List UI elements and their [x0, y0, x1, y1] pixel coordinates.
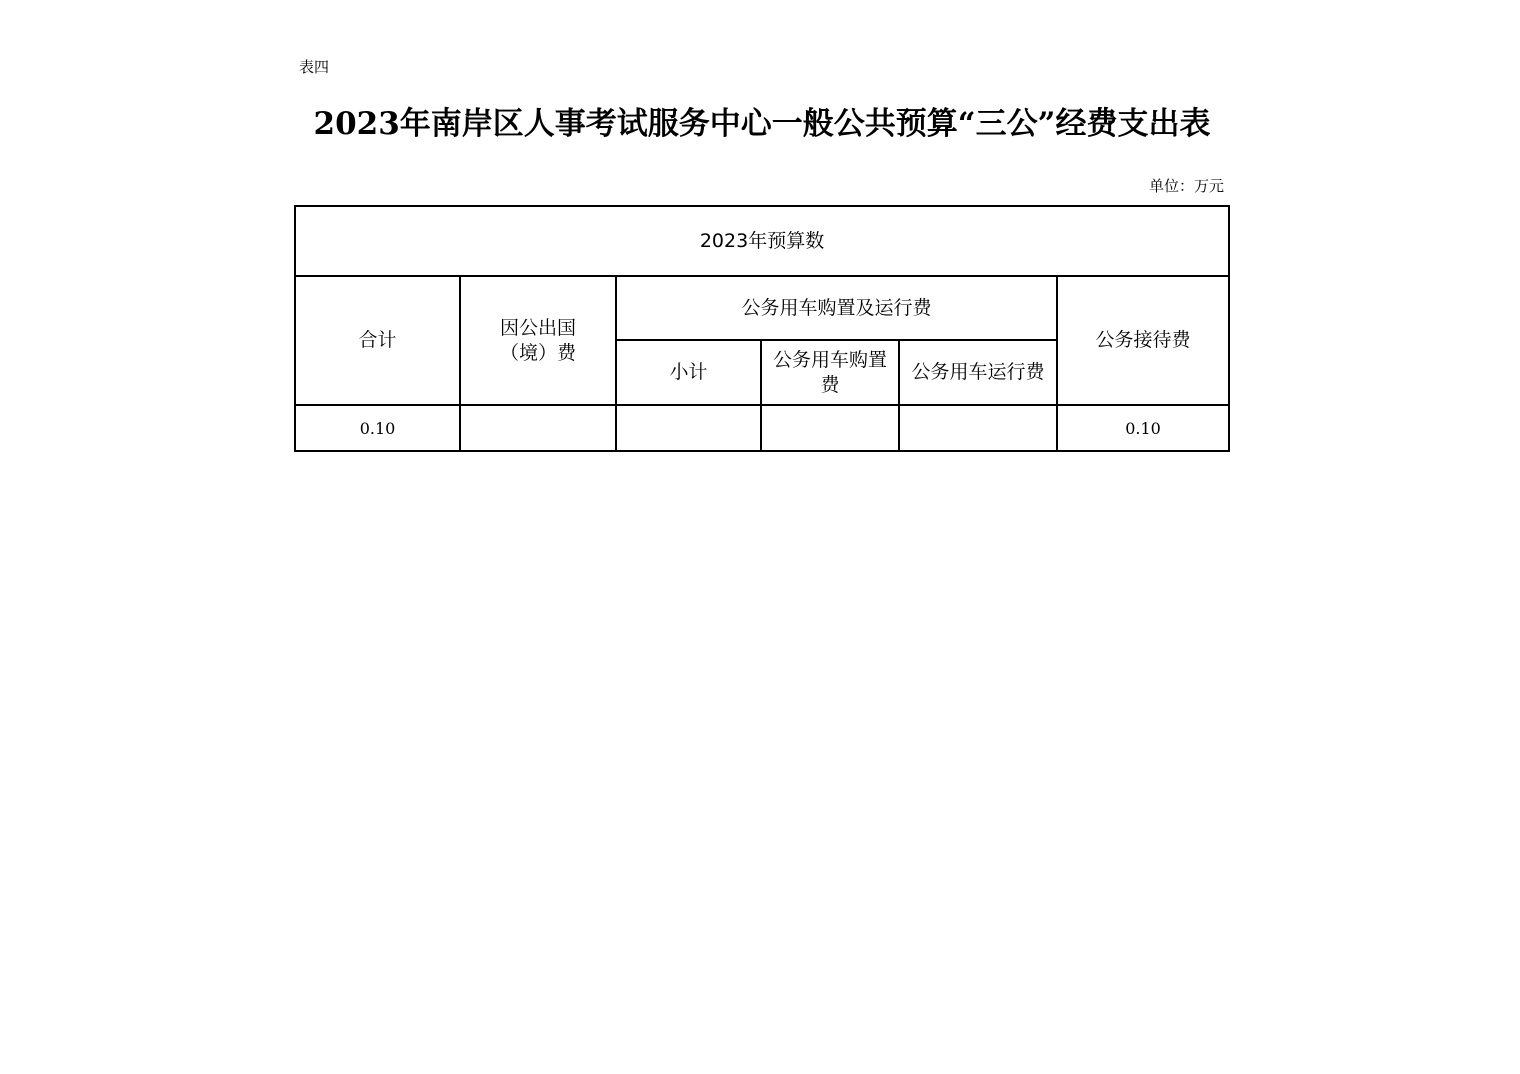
cell-total: 0.10 [295, 405, 460, 451]
header-vehicle-subtotal: 小计 [616, 340, 761, 405]
header-overseas-label: 因公出国（境）费 [499, 316, 576, 364]
cell-vehicle-subtotal [616, 405, 761, 451]
header-total: 合计 [295, 276, 460, 405]
table-column-group-row [295, 276, 1229, 340]
header-vehicle-purchase: 公务用车购置费 [761, 340, 899, 405]
cell-vehicle-purchase [761, 405, 899, 451]
header-overseas [460, 276, 616, 405]
table-number-label: 表四 [299, 58, 330, 76]
table-header-row [295, 206, 1229, 276]
cell-overseas [460, 405, 616, 451]
header-vehicle-group: 公务用车购置及运行费 [616, 276, 1057, 340]
cell-reception: 0.10 [1057, 405, 1229, 451]
unit-label: 单位：万元 [1148, 177, 1224, 195]
budget-year-header: 2023年预算数 [295, 206, 1229, 276]
document-title: 2023年南岸区人事考试服务中心一般公共预算“三公”经费支出表 [313, 106, 1211, 142]
header-vehicle-operation: 公务用车运行费 [899, 340, 1057, 405]
header-reception: 公务接待费 [1057, 276, 1229, 405]
three-public-expenses-table [294, 205, 1230, 452]
cell-vehicle-operation [899, 405, 1057, 451]
table-row [295, 405, 1229, 451]
